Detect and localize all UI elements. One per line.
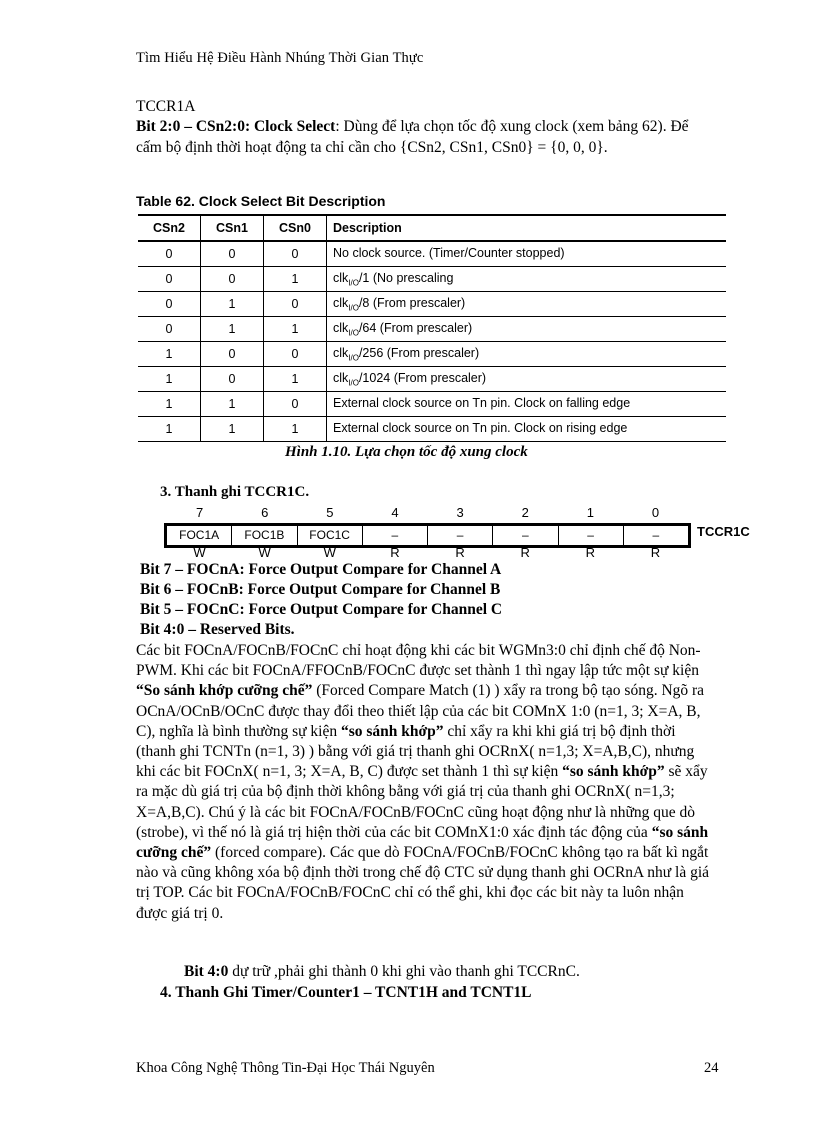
cell-c2: 1 xyxy=(138,342,201,367)
register-field: FOC1B xyxy=(232,526,297,545)
cell-c1: 0 xyxy=(201,367,264,392)
register-field: – xyxy=(363,526,428,545)
table-row xyxy=(138,317,726,342)
cell-c0: 0 xyxy=(264,241,327,267)
bit-number: 5 xyxy=(326,505,334,520)
access-type: R xyxy=(390,545,400,560)
cell-c0: 0 xyxy=(264,392,327,417)
bit-label: Bit 2:0 – CSn2:0: xyxy=(136,118,251,135)
cell-c2: 0 xyxy=(138,292,201,317)
cell-c2: 1 xyxy=(138,392,201,417)
table-header-row xyxy=(138,215,726,241)
cell-description: clk$_{I/O}$/1024 (From prescaler) xyxy=(327,367,727,392)
cell-c0: 1 xyxy=(264,317,327,342)
cell-c2: 1 xyxy=(138,417,201,442)
cell-c0: 1 xyxy=(264,367,327,392)
table-row xyxy=(138,367,726,392)
cell-c1: 0 xyxy=(201,241,264,267)
register-section-title: 3. Thanh ghi TCCR1C. xyxy=(160,484,310,500)
clock-select-table xyxy=(138,214,726,442)
cell-c0: 1 xyxy=(264,267,327,292)
cell-c1: 0 xyxy=(201,267,264,292)
access-type: W xyxy=(323,545,336,560)
register-field: FOC1A xyxy=(167,526,232,545)
access-type: R xyxy=(585,545,595,560)
access-type: R xyxy=(650,545,661,560)
focn-paragraph: Các bit FOCnA/FOCnB/FOCnC chỉ hoạt động khi các bit WGMn3:0 chỉ định chế độ Non-PWM. Khi các bit FOCnA/FFOCnB/FOCnC được set thành 1 thì ngay lập tức một sự kiện “So sánh khớp cưỡng chế” (Forced Compare Match (1) ) xẩy ra trong bộ tạo sóng. Ngõ ra OCnA/OCnB/OCnC được thay đổi theo thiết lập của các bit COMnX 1:0 (n=1, 3; X=A, B, C), nghĩa là bình thường sự kiện “so sánh khớp” chỉ xẩy ra khi khi giá trị bộ định thời (thanh ghi TCNTn (n=1, 3) ) bằng với giá trị thanh ghi OCRnX( n=1,3; X=A,B,C), nhưng khi các bit FOCnX( n=1, 3; X=A, B, C) được set thành 1 thì sự kiện “so sánh khớp” sẽ xẩy ra mặc dù giá trị của bộ định thời không bằng với giá trị của thanh ghi OCRnX( n=1,3; X=A,B,C). Chú ý là các bit FOCnA/FOCnB/FOCnC cũng hoạt động như là những que dò (strobe), vì thế nó là giá trị hiện thời của các bit COMnX1:0 xác định tác động của “so sánh cưỡng chế” (forced compare). Các que dò FOCnA/FOCnB/FOCnC không tạo ra bất kì ngắt nào và cũng không xóa bộ định thời trong chế độ CTC sử dụng thanh ghi OCRnA như là giá trị TOP. Các bit FOCnA/FOCnB/FOCnC chỉ có thể ghi, khi đọc các bit này ta luôn nhận được giá trị 0. xyxy=(136,642,710,922)
cell-description: External clock source on Tn pin. Clock on rising edge xyxy=(327,417,727,442)
bit-line-5: Bit 5 – FOCnC: Force Output Compare for Channel C xyxy=(140,601,503,618)
cell-description: clk$_{I/O}$/8 (From prescaler) xyxy=(327,292,727,317)
table-row xyxy=(138,342,726,367)
bit-number: 2 xyxy=(521,505,529,520)
table-row xyxy=(138,292,726,317)
table-row xyxy=(138,417,726,442)
cell-c0: 0 xyxy=(264,292,327,317)
cell-description: No clock source. (Timer/Counter stopped) xyxy=(327,241,727,267)
bit-line-reserved: Bit 4:0 – Reserved Bits. xyxy=(140,621,295,638)
intro-text: : Dùng để lựa chọn tốc độ xung clock (xem bảng 62). Để cấm bộ định thời hoạt động ta chỉ cần cho {CSn2, CSn1, CSn0} = {0, 0, 0}. xyxy=(136,118,689,156)
cell-c2: 1 xyxy=(138,367,201,392)
cell-description: clk$_{I/O}$/64 (From prescaler) xyxy=(327,317,727,342)
cell-description: External clock source on Tn pin. Clock on falling edge xyxy=(327,392,727,417)
access-type: W xyxy=(193,545,206,560)
register-field: – xyxy=(428,526,493,545)
intro-paragraph xyxy=(136,116,714,158)
register-field: FOC1C xyxy=(298,526,363,545)
register-field: – xyxy=(559,526,624,545)
cell-c1: 1 xyxy=(201,292,264,317)
cell-c1: 1 xyxy=(201,317,264,342)
cell-c0: 0 xyxy=(264,342,327,367)
register-field: – xyxy=(493,526,558,545)
table-caption: Table 62. Clock Select Bit Description xyxy=(136,193,386,209)
register-label: TCCR1A xyxy=(136,98,196,115)
cell-description: clk$_{I/O}$/1 (No prescaling xyxy=(327,267,727,292)
bit-number: 3 xyxy=(456,505,464,520)
page-header: Tìm Hiểu Hệ Điều Hành Nhúng Thời Gian Thực xyxy=(136,50,424,66)
access-type: R xyxy=(455,545,465,560)
bit-number: 6 xyxy=(261,505,269,520)
register-name: TCCR1C xyxy=(697,524,750,539)
figure-caption: Hình 1.10. Lựa chọn tốc độ xung clock xyxy=(285,444,528,460)
col-csn1: CSn1 xyxy=(201,215,264,241)
bit-number: 1 xyxy=(586,505,594,520)
cell-c0: 1 xyxy=(264,417,327,442)
page-number: 24 xyxy=(704,1060,719,1076)
cell-c2: 0 xyxy=(138,267,201,292)
cell-c2: 0 xyxy=(138,317,201,342)
bit-name: Clock Select xyxy=(253,118,336,135)
page-footer: Khoa Công Nghệ Thông Tin-Đại Học Thái Nguyên xyxy=(136,1060,435,1076)
table-row xyxy=(138,241,726,267)
next-section-heading: 4. Thanh Ghi Timer/Counter1 – TCNT1H and TCNT1L xyxy=(160,984,532,1001)
register-field: – xyxy=(652,528,660,542)
access-type: W xyxy=(258,545,271,560)
access-type: R xyxy=(520,545,530,560)
col-description: Description xyxy=(327,215,727,241)
table-row xyxy=(138,392,726,417)
cell-description: clk$_{I/O}$/256 (From prescaler) xyxy=(327,342,727,367)
col-csn0: CSn0 xyxy=(264,215,327,241)
bit-number: 4 xyxy=(391,505,399,520)
bit-line-6: Bit 6 – FOCnB: Force Output Compare for Channel B xyxy=(140,581,501,598)
cell-c1: 1 xyxy=(201,417,264,442)
bit-number: 7 xyxy=(195,505,204,520)
cell-c1: 0 xyxy=(201,342,264,367)
cell-c2: 0 xyxy=(138,241,201,267)
col-csn2: CSn2 xyxy=(138,215,201,241)
bit-number: 0 xyxy=(651,505,660,520)
bit-line-7: Bit 7 – FOCnA: Force Output Compare for Channel A xyxy=(140,561,502,578)
reserved-note: Bit 4:0 dự trữ ,phải ghi thành 0 khi ghi vào thanh ghi TCCRnC. xyxy=(184,963,580,980)
cell-c1: 1 xyxy=(201,392,264,417)
table-row xyxy=(138,267,726,292)
